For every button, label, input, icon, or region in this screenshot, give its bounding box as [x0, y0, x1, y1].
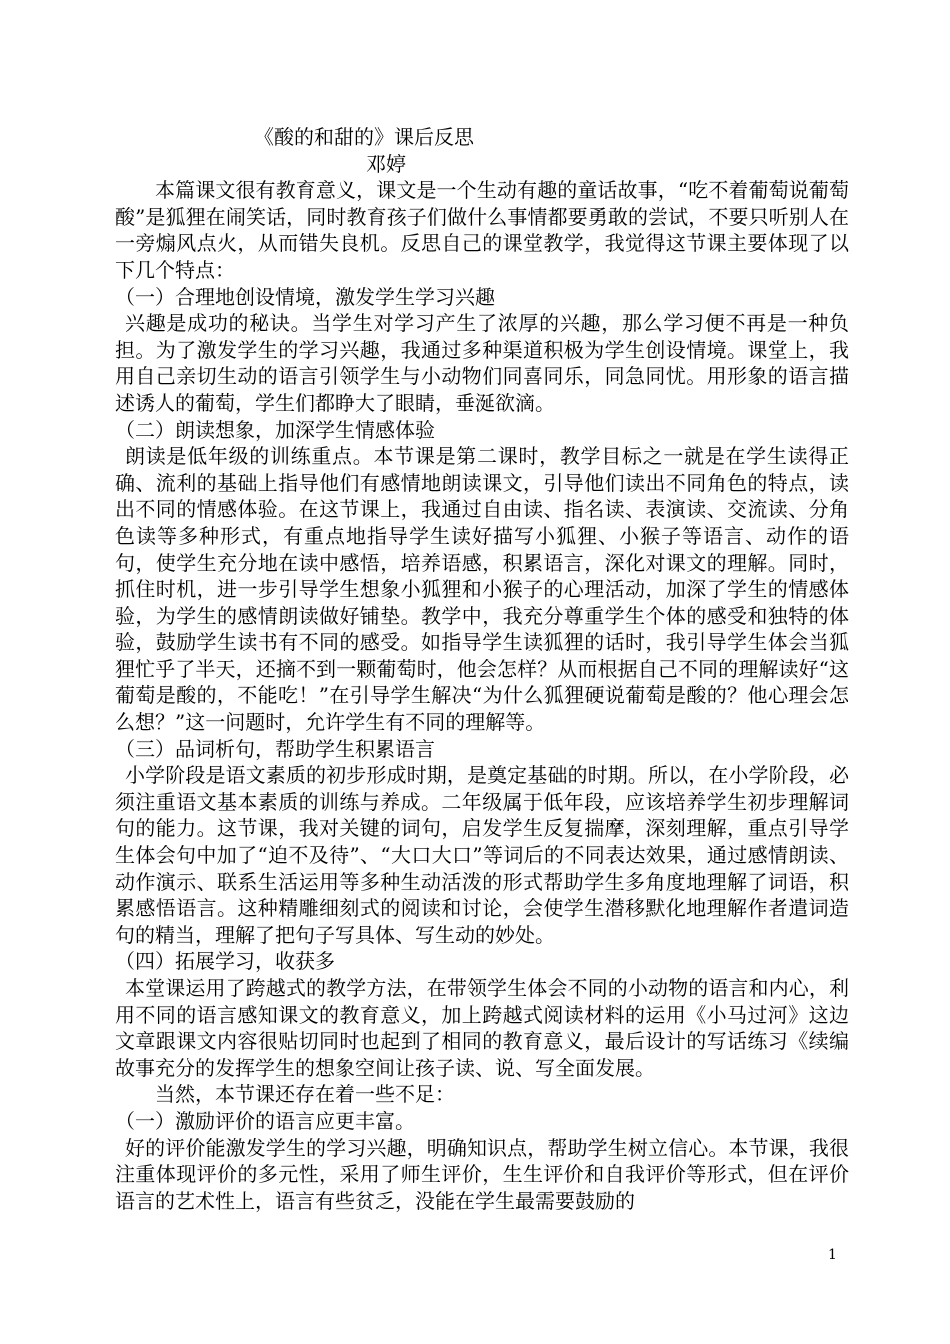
shortcoming-heading-1: （一）激励评价的语言应更丰富。 [115, 1108, 415, 1133]
section-heading-2: （二）朗读想象，加深学生情感体验 [115, 417, 435, 442]
author-name: 邓婷 [366, 151, 406, 176]
document-title: 《酸的和甜的》课后反思 [254, 125, 474, 149]
page-number: 1 [828, 1247, 837, 1263]
section-body-3: 小学阶段是语文素质的初步形成时期，是奠定基础的时期。所以，在小学阶段，必须注重语文基本素质的训练与养成。二年级属于低年段，应该培养学生初步理解词句的能力。这节课，我对关键的词句，启发学生反复揣摩，深刻理解，重点引导学生体会句中加了“迫不及待”、“大口大口”等词后的不同表达效果，通过感情朗读、动作演示、联系生活运用等多种生动活泼的形式帮助学生多角度地理解了词语，积累感悟语言。这种精雕细刻式的阅读和讨论，会使学生潜移默化地理解作者遣词造句的精当，理解了把句子写具体、写生动的妙处。 [115, 763, 849, 947]
section-body-2: 朗读是低年级的训练重点。本节课是第二课时，教学目标之一就是在学生读得正确、流利的基础上指导他们有感情地朗读课文，引导他们读出不同角色的特点，读出不同的情感体验。在这节课上，我通过自由读、指名读、表演读、交流读、分角色读等多种形式，有重点地指导学生读好描写小狐狸、小猴子等语言、动作的语句，使学生充分地在读中感悟，培养语感，积累语言，深化对课文的理解。同时，抓住时机，进一步引导学生想象小狐狸和小猴子的心理活动，加深了学生的情感体验，为学生的感情朗读做好铺垫。教学中，我充分尊重学生个体的感受和独特的体验，鼓励学生读书有不同的感受。如指导学生读狐狸的话时，我引导学生体会当狐狸忙乎了半天，还摘不到一颗葡萄时，他会怎样？从而根据自己不同的理解读好“这葡萄是酸的，不能吃！”在引导学生解决“为什么狐狸硬说葡萄是酸的？他心理会怎么想？”这一问题时，允许学生有不同的理解等。 [115, 444, 849, 735]
section-heading-4: （四）拓展学习，收获多 [115, 949, 335, 974]
transition-paragraph: 当然，本节课还存在着一些不足： [155, 1082, 455, 1107]
section-body-1: 兴趣是成功的秘诀。当学生对学习产生了浓厚的兴趣，那么学习便不再是一种负担。为了激发学生的学习兴趣，我通过多种渠道积极为学生创设情境。课堂上，我用自己亲切生动的语言引领学生与小动物们同喜同乐，同急同忧。用形象的语言描述诱人的葡萄，学生们都睁大了眼睛，垂涎欲滴。 [115, 311, 849, 415]
document-body [115, 124, 849, 1214]
section-heading-3: （三）品词析句，帮助学生积累语言 [115, 736, 435, 761]
section-body-4: 本堂课运用了跨越式的教学方法，在带领学生体会不同的小动物的语言和内心，利用不同的语言感知课文的教育意义，加上跨越式阅读材料的运用《小马过河》这边文章跟课文内容很贴切同时也起到了相同的教育意义，最后设计的写话练习《续编故事充分的发挥学生的想象空间让孩子读、说、写全面发展。 [115, 976, 849, 1080]
section-heading-1: （一）合理地创设情境，激发学生学习兴趣 [115, 284, 495, 309]
shortcoming-body-1: 好的评价能激发学生的学习兴趣，明确知识点，帮助学生树立信心。本节课，我很注重体现评价的多元性，采用了师生评价，生生评价和自我评价等形式，但在评价语言的艺术性上，语言有些贫乏，没能在学生最需要鼓励的 [115, 1135, 849, 1213]
intro-paragraph: 本篇课文很有教育意义，课文是一个生动有趣的童话故事，“吃不着葡萄说葡萄酸”是狐狸在闹笑话，同时教育孩子们做什么事情都要勇敢的尝试，不要只听别人在一旁煽风点火，从而错失良机。反思自己的课堂教学，我觉得这节课主要体现了以下几个特点： [115, 178, 849, 282]
